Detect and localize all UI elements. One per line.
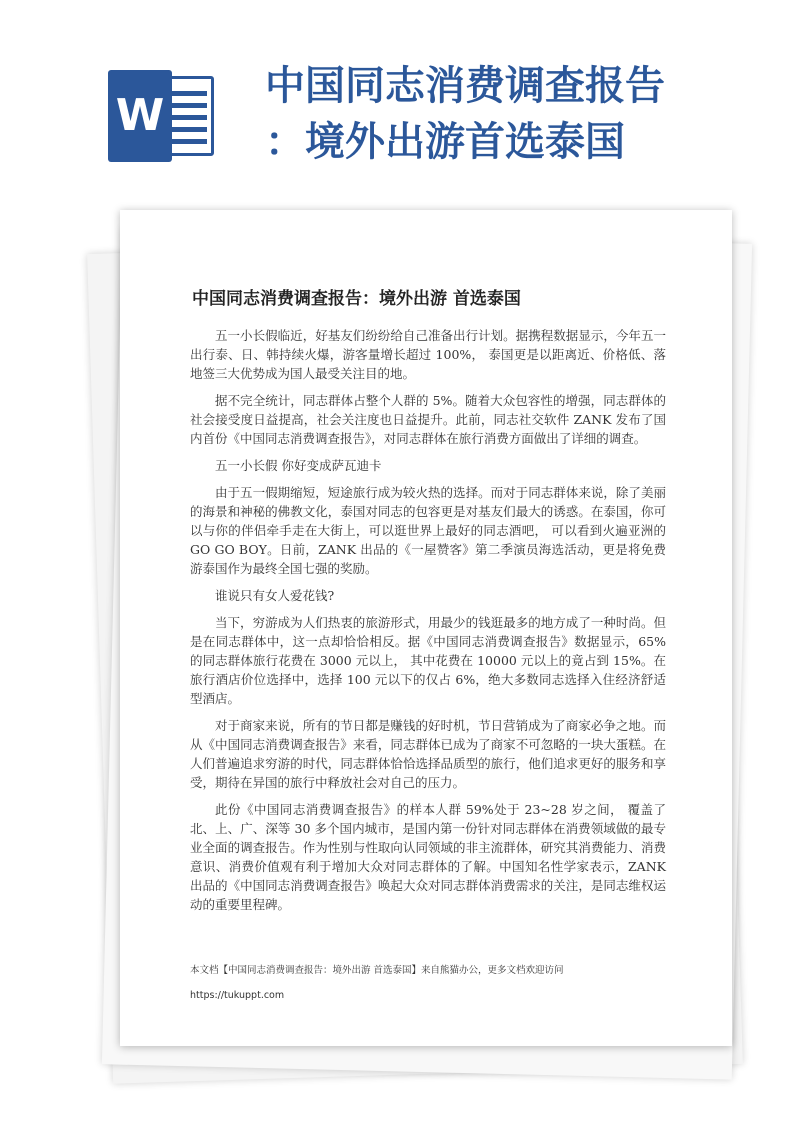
section-heading: 谁说只有女人爱花钱? (215, 588, 335, 603)
word-w-badge: W (108, 70, 172, 162)
document-body (190, 326, 666, 922)
paragraph: 对于商家来说，所有的节日都是赚钱的好时机，节日营销成为了商家必争之地。而从《中国同志消费调查报告》来看，同志群体已成为了商家不可忽略的一块大蛋糕。在人们普遍追求穷游的时代，同志群体恰恰选择品质型的旅行，他们追求更好的服务和享受，期待在异国的旅行中释放社会对自己的压力。 (190, 718, 666, 790)
paragraph: 据不完全统计，同志群体占整个人群的 5%。随着大众包容性的增强，同志群体的社会接受度日益提高，社会关注度也日益提升。此前，同志社交软件 ZANK 发布了国内首份《中国同志消费调查报告》，对同志群体在旅行消费方面做出了详细的调查。 (190, 393, 666, 446)
source-link[interactable]: https://tukuppt.com (190, 990, 285, 1001)
paragraph: 此份《中国同志消费调查报告》的样本人群 59%处于 23~28 岁之间， 覆盖了北、上、广、深等 30 多个国内城市，是国内第一份针对同志群体在消费领域做的最专业全面的调查报告。作为性别与性取向认同领域的非主流群体，研究其消费能力、消费意识、消费价值观有利于增加大众对同志群体的了解。中国知名性学家表示，ZANK 出品的《中国同志消费调查报告》唤起大众对同志群体消费需求的关注，是同志维权运动的重要里程碑。 (190, 802, 666, 912)
banner-title-line-1: 中国同志消费调查报告 (265, 63, 665, 109)
paragraph: 五一小长假临近，好基友们纷纷给自己准备出行计划。据携程数据显示，今年五一出行泰、日、韩持续火爆，游客量增长超过 100%， 泰国更是以距离近、价格低、落地签三大优势成为国人最受关注目的地。 (190, 328, 666, 381)
document-title: 中国同志消费调查报告：境外出游 首选泰国 (192, 289, 521, 309)
banner-title-line-2: ：境外出游首选泰国 (265, 119, 625, 165)
document-page (120, 210, 732, 1046)
paragraph: 当下，穷游成为人们热衷的旅游形式，用最少的钱逛最多的地方成了一种时尚。但是在同志群体中，这一点却恰恰相反。据《中国同志消费调查报告》数据显示，65%的同志群体旅行花费在 3000 元以上， 其中花费在 10000 元以上的竟占到 15%。在旅行酒店价位选择中，选择 100 元以下的仅占 6%，绝大多数同志选择入住经济舒适型酒店。 (190, 615, 666, 706)
paragraph: 由于五一假期缩短，短途旅行成为较火热的选择。而对于同志群体来说，除了美丽的海景和神秘的佛教文化，泰国对同志的包容更是对基友们最大的诱惑。在泰国，你可以与你的伴侣牵手走在大街上，可以逛世界上最好的同志酒吧， 可以看到火遍亚洲的 GO GO BOY。日前，ZANK 出品的《一屋赞客》第二季演员海选活动，更是将免费游泰国作为最终全国七强的奖励。 (190, 485, 666, 576)
section-heading: 五一小长假 你好变成萨瓦迪卡 (215, 458, 382, 473)
source-note: 本文档【中国同志消费调查报告：境外出游 首选泰国】来自熊猫办公，更多文档欢迎访问 (190, 965, 564, 976)
